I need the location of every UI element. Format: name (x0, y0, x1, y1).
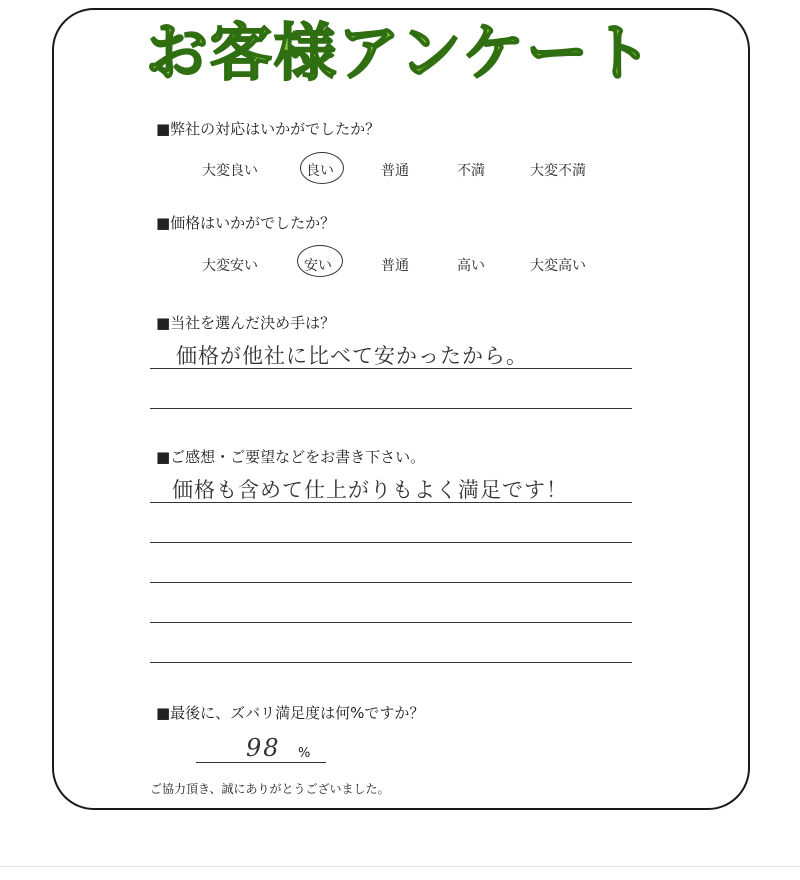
question-service: ■弊社の対応はいかがでしたか？ (156, 120, 381, 138)
comment-line (150, 502, 632, 503)
comment-line (150, 662, 632, 663)
comment-line (150, 622, 632, 623)
question-satisfaction: ■最後に、ズバリ満足度は何%ですか？ (156, 704, 425, 722)
answer-deciding-factor: 価格が他社に比べて安かったから。 (176, 344, 528, 368)
answer-comments: 価格も含めて仕上がりもよく満足です！ (172, 478, 568, 502)
option-service-good[interactable]: 良い (306, 163, 334, 179)
option-price-cheap[interactable]: 安い (304, 258, 332, 274)
option-service-very-good[interactable]: 大変良い (202, 163, 258, 179)
option-price-very-expensive[interactable]: 大変高い (530, 258, 586, 274)
option-service-very-unsatisfied[interactable]: 大変不満 (530, 163, 586, 179)
satisfaction-value: 98 (246, 734, 281, 762)
satisfaction-unit: % (298, 746, 311, 761)
option-price-normal[interactable]: 普通 (381, 258, 409, 274)
answer-line (150, 368, 632, 369)
survey-title: お客様アンケート (145, 16, 655, 89)
option-service-unsatisfied[interactable]: 不満 (457, 163, 485, 179)
option-price-expensive[interactable]: 高い (457, 258, 485, 274)
comment-line (150, 582, 632, 583)
answer-line (150, 408, 632, 409)
satisfaction-line (196, 762, 326, 763)
option-price-very-cheap[interactable]: 大変安い (202, 258, 258, 274)
scan-edge (0, 866, 800, 867)
question-price: ■価格はいかがでしたか？ (156, 214, 336, 232)
question-comments: ■ご感想・ご要望などをお書き下さい。 (156, 448, 426, 466)
question-deciding-factor: ■当社を選んだ決め手は？ (156, 314, 336, 332)
thanks-message: ご協力頂き、誠にありがとうございました。 (150, 782, 390, 796)
option-service-normal[interactable]: 普通 (381, 163, 409, 179)
comment-line (150, 542, 632, 543)
